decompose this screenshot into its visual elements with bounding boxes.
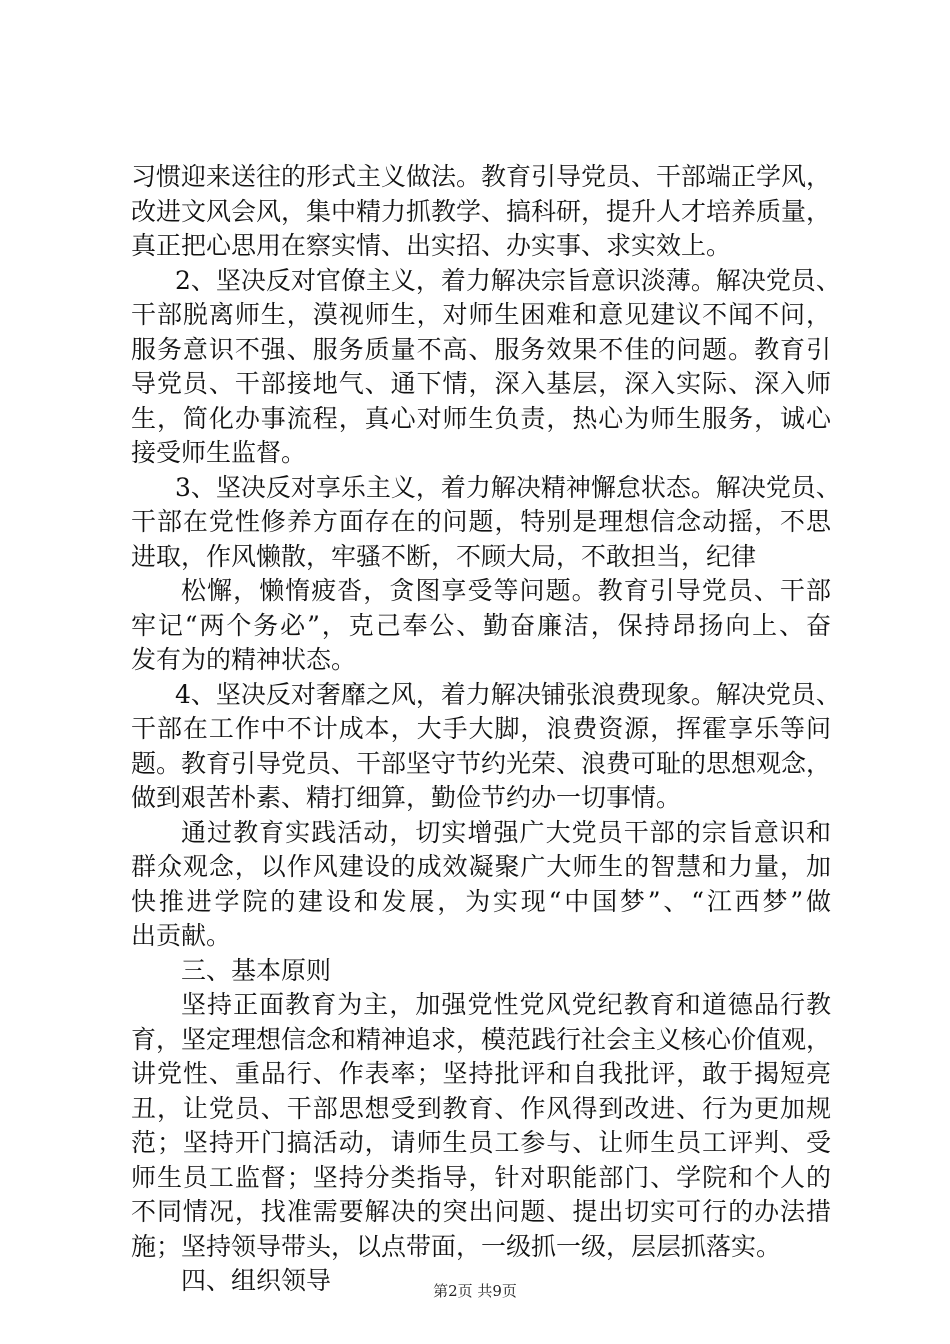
text-line: 坚持正面教育为主，加强党性党风党纪教育和道德品行教 [181,990,831,1019]
text-line: 讲党性、重品行、作表率；坚持批评和自我批评，敢于揭短亮 [131,1059,831,1088]
text-line: 范；坚持开门搞活动，请师生员工参与、让师生员工评判、受 [131,1128,831,1157]
text-line: 做到艰苦朴素、精打细算，勤俭节约办一切事情。 [131,783,682,812]
document-body [131,160,841,1299]
text-line: 松懈，懒惰疲沓，贪图享受等问题。教育引导党员、干部 [181,576,831,605]
text-line: 导党员、干部接地气、通下情，深入基层，深入实际、深入师 [131,369,831,398]
text-line: 不同情况，找准需要解决的突出问题、提出切实可行的办法措 [131,1197,831,1226]
text-line: 出贡献。 [131,921,232,950]
text-line: 服务意识不强、服务质量不高、服务效果不佳的问题。教育引 [131,334,831,364]
text-line: 干部在党性修养方面存在的问题，特别是理想信念动摇，不思 [131,507,831,536]
text-line: 牢记“两个务必”，克己奉公、勤奋廉洁，保持昂扬向上、奋 [131,610,831,640]
text-line: 通过教育实践活动，切实增强广大党员干部的宗旨意识和 [181,817,831,847]
text-line: 接受师生监督。 [131,438,307,467]
text-line: 干部在工作中不计成本，大手大脚，浪费资源，挥霍享乐等问 [131,714,831,743]
text-line: 3、坚决反对享乐主义，着力解决精神懈怠状态。解决党员、 [175,472,841,502]
text-line: 干部脱离师生，漠视师生，对师生困难和意见建议不闻不问， [131,300,831,329]
text-line: 进取，作风懒散，牢骚不断，不顾大局，不敢担当，纪律 [131,541,757,571]
text-line: 真正把心思用在察实情、出实招、办实事、求实效上。 [131,231,732,260]
text-line: 改进文风会风，集中精力抓教学、搞科研，提升人才培养质量， [131,196,832,226]
text-line: 快推进学院的建设和发展，为实现“中国梦”、“江西梦”做 [131,886,831,916]
text-line: 育，坚定理想信念和精神追求，模范践行社会主义核心价值观， [131,1024,832,1054]
text-line: 4、坚决反对奢靡之风，着力解决铺张浪费现象。解决党员、 [175,679,841,709]
text-line: 师生员工监督；坚持分类指导，针对职能部门、学院和个人的 [131,1162,831,1192]
text-line: 丑，让党员、干部思想受到教育、作风得到改进、行为更加规 [131,1093,831,1123]
text-line: 生，简化办事流程，真心对师生负责，热心为师生服务，诚心 [131,403,831,433]
text-line: 四、组织领导 [181,1266,332,1295]
text-line: 发有为的精神状态。 [131,645,357,674]
text-line: 施；坚持领导带头，以点带面，一级抓一级，层层抓落实。 [131,1231,782,1261]
page-footer: 第2页 共9页 [433,1282,517,1300]
text-line: 群众观念，以作风建设的成效凝聚广大师生的智慧和力量，加 [131,852,831,881]
text-line: 习惯迎来送往的形式主义做法。教育引导党员、干部端正学风， [131,162,832,191]
text-line: 2、坚决反对官僚主义，着力解决宗旨意识淡薄。解决党员、 [175,265,841,295]
text-line: 三、基本原则 [181,955,332,985]
text-line: 题。教育引导党员、干部坚守节约光荣、浪费可耻的思想观念， [131,748,832,778]
